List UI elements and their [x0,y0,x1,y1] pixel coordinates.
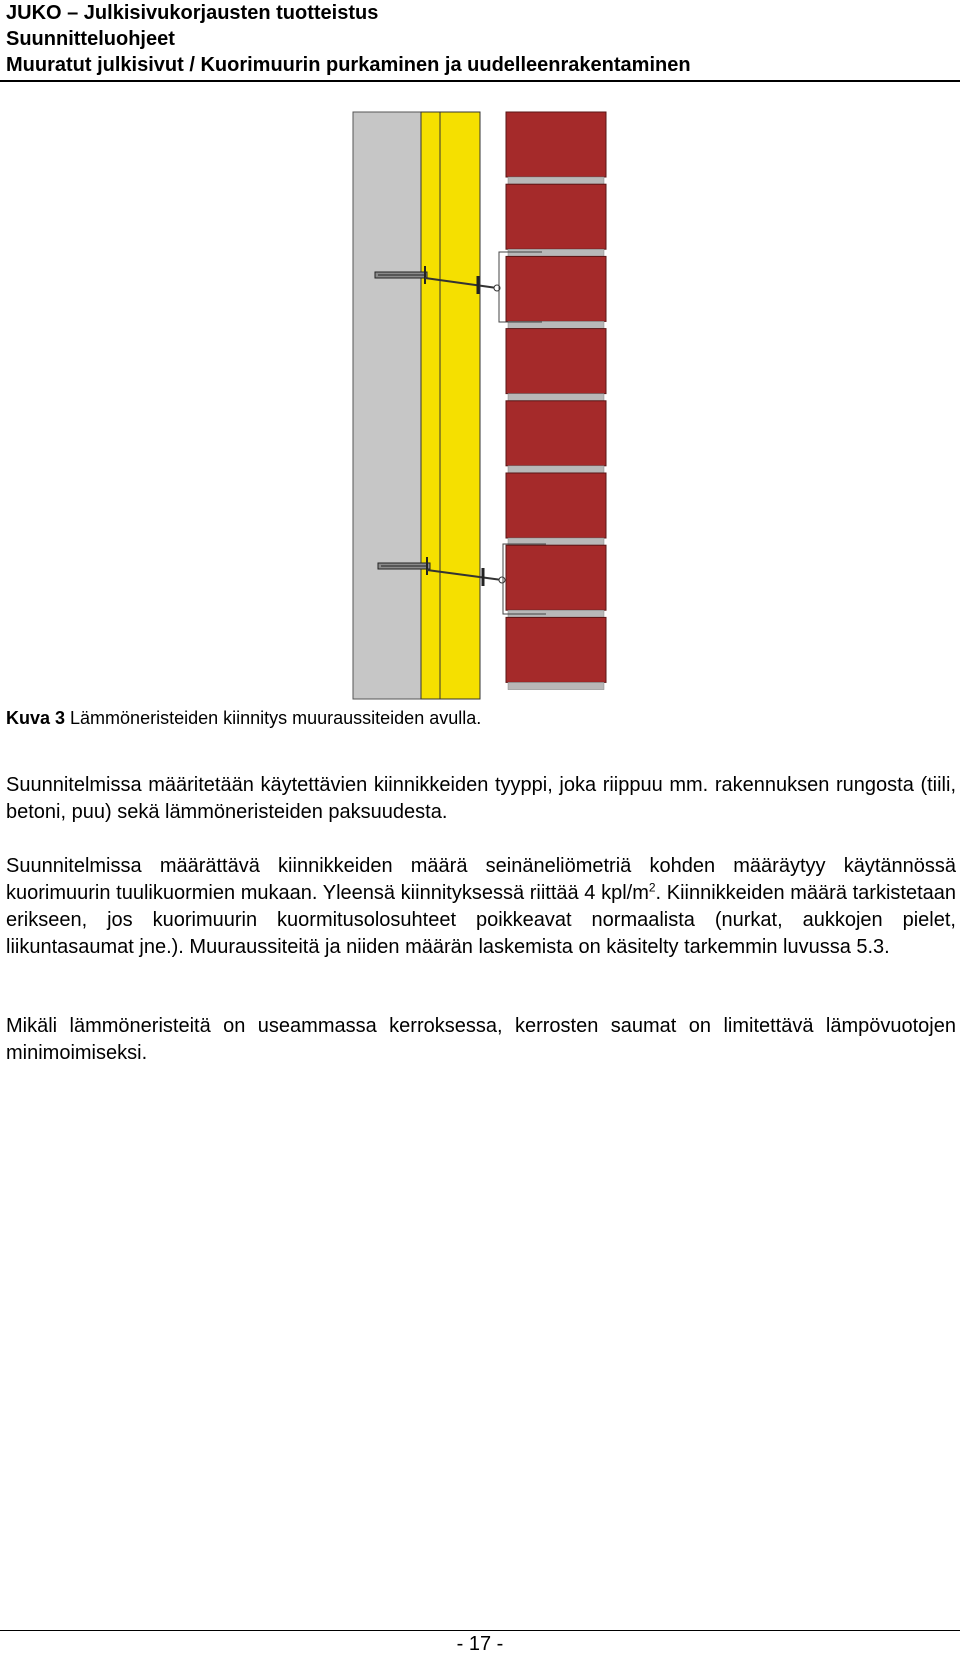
mortar-joint [508,177,604,184]
paragraph-fastener-count-text-b: . Kiinnikkeiden määrä tarkistetaan erikseen, jos kuorimuurin kuormitusolosuhteet poikkeavat normaalista (nurkat, aukkojen pielet, liikuntasaumat jne.). Muuraussiteitä ja niiden määrän laskemista on käsitelty tarkemmin luvussa 5.3. [6,882,957,958]
brick [506,545,606,610]
figure-caption-label: Kuva 3 [6,708,66,728]
mortar-joint [508,682,604,689]
mortar-joint [508,249,604,256]
frame-wall [353,112,421,699]
header-rule [0,80,960,82]
mortar-joint [508,466,604,473]
brick [506,617,606,682]
footer-rule [0,1630,960,1631]
superscript-2: 2 [648,880,656,895]
wall-section-figure [0,104,960,704]
figure-caption-text: Lämmöneristeiden kiinnitys muuraussiteiden avulla. [65,708,482,728]
brick [506,256,606,321]
paragraph-fastener-type: Suunnitelmissa määritetään käytettävien kiinnikkeiden tyyppi, joka riippuu mm. rakennuksen rungosta (tiili, betoni, puu) sekä lämmöneristeiden paksuudesta. [6,774,956,823]
brick [506,112,606,177]
header-subtitle: Suunnitteluohjeet [6,28,175,50]
brick-veneer [506,112,606,690]
header-project-title: JUKO – Julkisivukorjausten tuotteistus [6,2,379,24]
paragraph-insulation-layers: Mikäli lämmöneristeitä on useammassa kerroksessa, kerrosten saumat on limitettävä lämpövuotojen minimoimiseksi. [6,1015,956,1064]
brick [506,473,606,538]
wall-section-drawing [0,104,960,704]
figure-caption [6,706,481,730]
insulation-layer-outer [440,112,480,699]
brick [506,184,606,249]
header-section-title: Muuratut julkisivut / Kuorimuurin purkaminen ja uudelleenrakentaminen [6,54,691,76]
paragraph-fastener-count-text-a: Suunnitelmissa määrättävä kiinnikkeiden määrä seinäneliömetriä kohden määräytyy käytännössä kuorimuurin tuulikuormien mukaan. Yleensä kiinnityksessä riittää 4 kpl/m [6,855,956,904]
brick [506,329,606,394]
tie-eye [499,577,505,583]
page-number: - 17 - [456,1633,504,1655]
mortar-joint [508,394,604,401]
paragraph-fastener-count [6,853,956,961]
document-header [6,0,958,78]
insulation-layer-inner [421,112,440,699]
brick [506,401,606,466]
